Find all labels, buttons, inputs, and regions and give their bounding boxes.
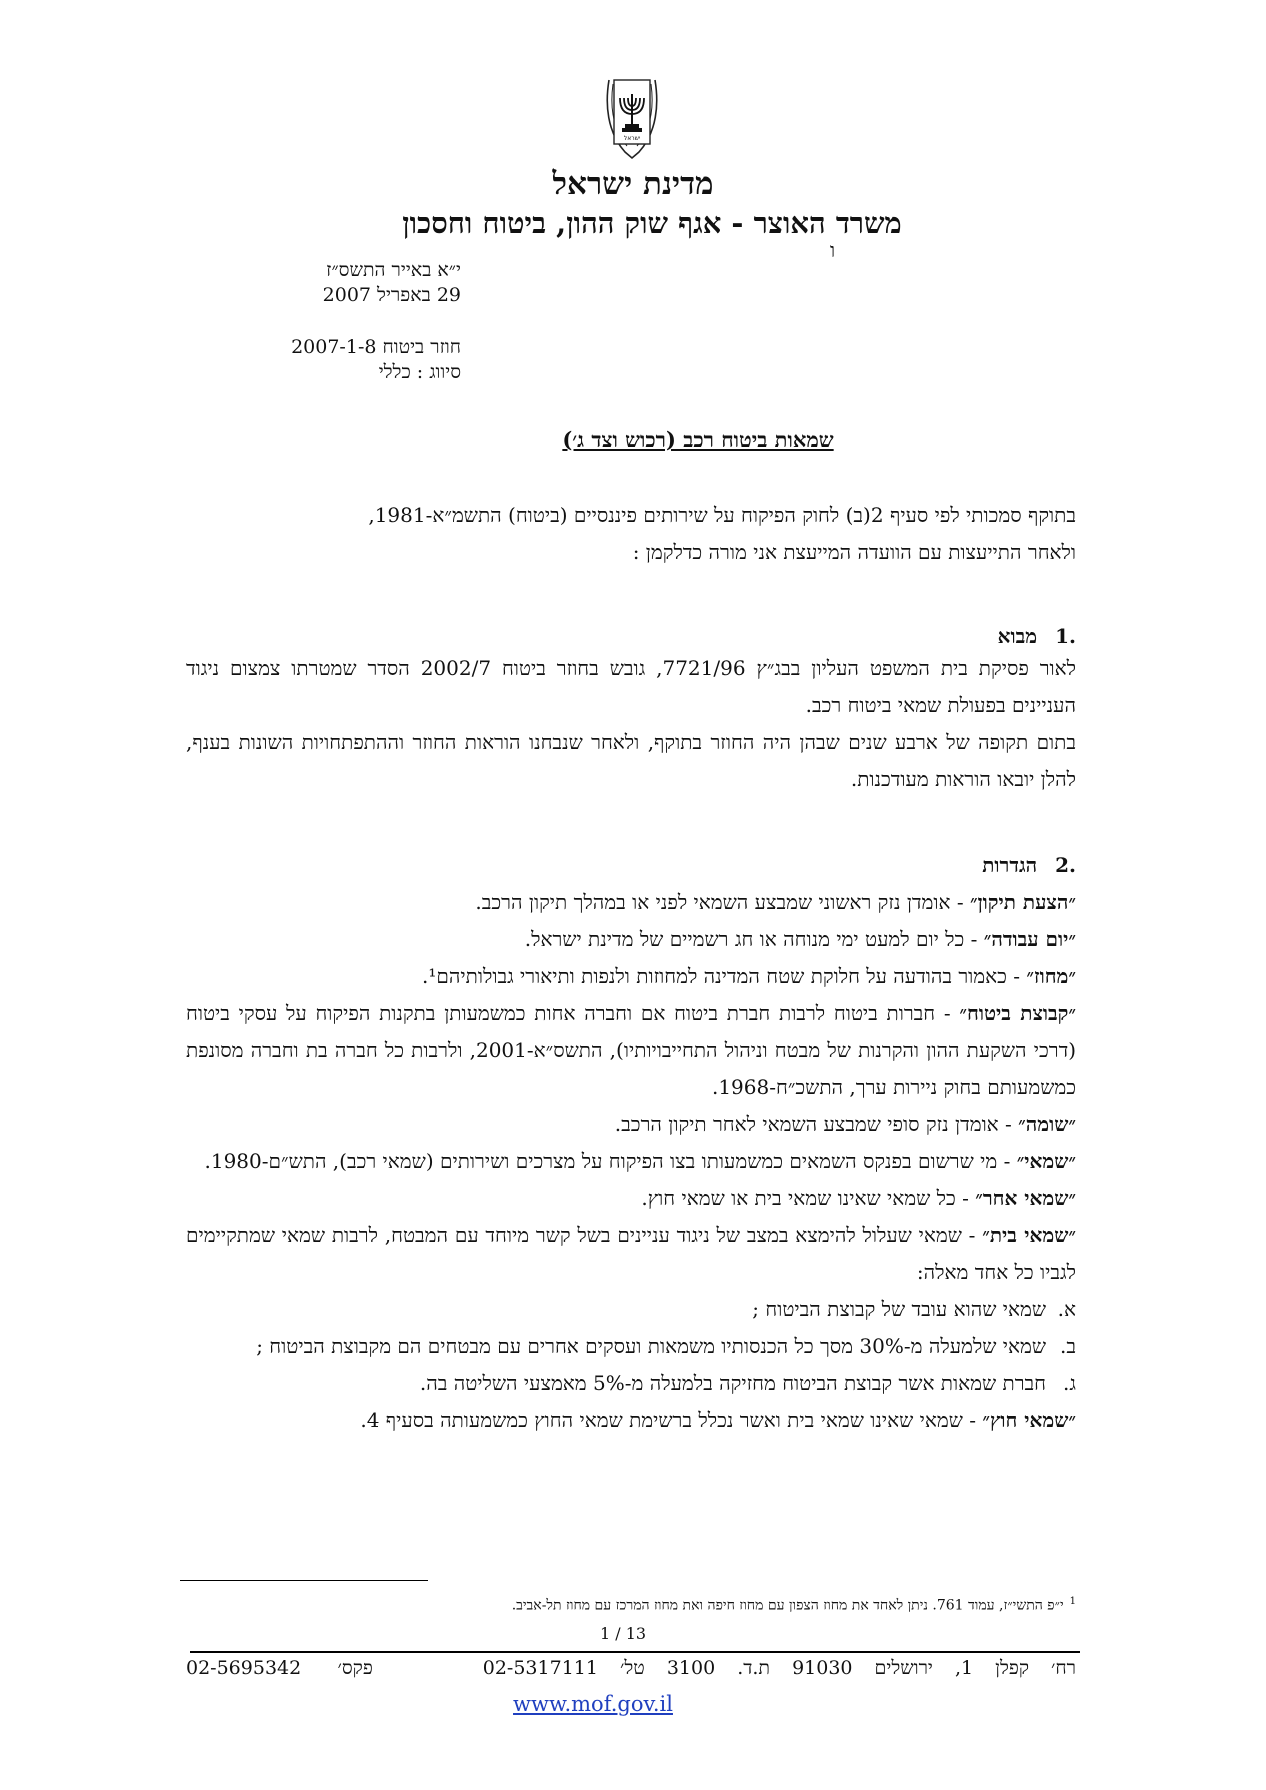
- definition: [186, 1143, 1076, 1180]
- sub-item: [186, 1365, 1076, 1402]
- ministry-title: משרד האוצר - אגף שוק ההון, ביטוח וחסכון: [402, 206, 902, 240]
- fax-number: 02-5695342: [186, 1657, 302, 1679]
- sub-items: [186, 1291, 1076, 1402]
- section-number: .1: [1055, 624, 1076, 648]
- document-subject: שמאות ביטוח רכב (רכוש וצד ג׳): [562, 427, 834, 452]
- fax-label: פקס׳: [337, 1657, 373, 1679]
- definition-text: - אומדן נזק ראשוני שמבצע השמאי לפני או במהלך תיקון הרכב.: [475, 890, 970, 914]
- paragraph: בתום תקופה של ארבע שנים שבהן היה החוזר בתוקף, ולאחר שנבחנו הוראות החוזר וההתפתחויות השונות בענף, להלן יובאו הוראות מעודכנות.: [186, 730, 1076, 791]
- intro-paragraph: [186, 497, 1076, 571]
- definition-text: - כל יום למעט ימי מנוחה או חג רשמיים של מדינת ישראל.: [524, 927, 984, 951]
- definition-term: ״שמאי״: [1016, 1149, 1076, 1173]
- section-title: הגדרות: [982, 853, 1038, 877]
- footer-contact: [186, 1657, 1076, 1680]
- definition-text: - שמאי שאינו שמאי בית ואשר נכלל ברשימת שמאי החוץ כמשמעותה בסעיף 4.: [360, 1408, 983, 1432]
- footer-divider: [190, 1651, 1080, 1653]
- footer-fax: [186, 1657, 373, 1680]
- footnote-text: י״פ התשי״ז, עמוד 761. ניתן לאחד את מחוז הצפון עם מחוז חיפה ואת מחוז המרכז עם מחוז תל-אביב.: [511, 1597, 1064, 1614]
- sub-item-text: חברת שמאות אשר קבוצת הביטוח מחזיקה בלמעלה מ-5% מאמצעי השליטה בה.: [419, 1371, 1046, 1395]
- definition-term: ״הצעת תיקון״: [969, 890, 1076, 914]
- section-1-body: [186, 650, 1076, 798]
- definition-term: ״שמאי חוץ״: [982, 1408, 1076, 1432]
- definition: [186, 995, 1076, 1106]
- state-emblem-icon: [603, 74, 661, 160]
- paragraph: לאור פסיקת בית המשפט העליון בבג״ץ 7721/96, גובש בחוזר ביטוח 2002/7 הסדר שמטרתו צמצום ניגוד העניינים בפעולת שמאי ביטוח רכב.: [186, 656, 1077, 717]
- definition: [186, 1106, 1076, 1143]
- sub-item-text: שמאי שלמעלה מ-30% מסך כל הכנסותיו משמאות ועסקים אחרים עם מבטחים הם מקבוצת הביטוח ;: [256, 1334, 1046, 1358]
- footnote-divider: [180, 1580, 428, 1581]
- section-title: מבוא: [997, 624, 1038, 648]
- footer-address: רח׳ קפלן 1, ירושלים 91030 ת.ד. 3100 טל׳ 02-5317111: [482, 1657, 1076, 1679]
- section-1-heading: [998, 624, 1076, 649]
- hebrew-date: י״א באייר התשס״ז: [326, 259, 461, 281]
- definition: [186, 1180, 1076, 1217]
- header-mark: ו: [830, 238, 836, 262]
- section-number: .2: [1055, 853, 1076, 877]
- sub-item: [186, 1291, 1076, 1328]
- emblem-caption: ישראל: [623, 135, 641, 142]
- definition-term: ״שמאי בית״: [982, 1223, 1076, 1247]
- definition-text: - מי שרשום בפנקס השמאים כמשמעותו בצו הפיקוח על מצרכים ושירותים (שמאי רכב), התש״ם-1980.: [204, 1149, 1017, 1173]
- definition-term: ״מחוז״: [1026, 964, 1076, 988]
- definition-text: - כאמור בהודעה על חלוקת שטח המדינה למחוזות ולנפות ותיאורי גבולותיהם¹.: [422, 964, 1027, 988]
- definition-text: - אומדן נזק סופי שמבצע השמאי לאחר תיקון הרכב.: [614, 1112, 1019, 1136]
- sub-item-label: א.: [1057, 1297, 1076, 1321]
- definition-text: - חברות ביטוח לרבות חברת ביטוח אם וחברה אחות כמשמעותן בתקנות הפיקוח על עסקי ביטוח (דרכי השקעת ההון והקרנות של מבטח וניהול התחייבויותיו), התשס״א-2001, ולרבות כל חברה בת וחברה מסונפת כמשמעותם בחוק ניירות ערך, התשכ״ח-1968.: [186, 1001, 1076, 1099]
- definition-text: - כל שמאי שאינו שמאי בית או שמאי חוץ.: [641, 1186, 976, 1210]
- footnote: [512, 1596, 1076, 1615]
- definition-term: ״שמאי אחר״: [975, 1186, 1076, 1210]
- definition-term: ״קבוצת ביטוח״: [959, 1001, 1076, 1025]
- classification: סיווג : כללי: [378, 361, 461, 383]
- sub-item-label: ב.: [1060, 1334, 1076, 1358]
- definition-term: ״שומה״: [1018, 1112, 1076, 1136]
- gregorian-date: 29 באפריל 2007: [322, 284, 461, 306]
- sub-item-text: שמאי שהוא עובד של קבוצת הביטוח ;: [752, 1297, 1046, 1321]
- definition-text: - שמאי שעלול להימצא במצב של ניגוד עניינים בשל קשר מיוחד עם המבטח, לרבות שמאי שמתקיימים לגביו כל אחד מאלה:: [186, 1223, 1076, 1284]
- definition: [186, 958, 1076, 995]
- intro-line: בתוקף סמכותי לפי סעיף 2(ב) לחוק הפיקוח על שירותים פיננסיים (ביטוח) התשמ״א-1981,: [368, 503, 1076, 527]
- section-2-heading: [982, 853, 1076, 878]
- website-link[interactable]: www.mof.gov.il: [513, 1692, 673, 1716]
- definition: [186, 1217, 1076, 1291]
- circular-number: חוזר ביטוח 2007-1-8: [291, 336, 461, 358]
- definitions-list: [186, 884, 1076, 1439]
- footnote-mark: 1: [1069, 1596, 1076, 1607]
- state-title: מדינת ישראל: [552, 166, 714, 202]
- definition: [186, 921, 1076, 958]
- definition: [186, 884, 1076, 921]
- definition-term: ״יום עבודה״: [983, 927, 1076, 951]
- definition: [186, 1402, 1076, 1439]
- page-number: 1 / 13: [600, 1624, 647, 1643]
- intro-line: ולאחר התייעצות עם הוועדה המייעצת אני מורה כדלקמן :: [632, 540, 1076, 564]
- sub-item: [186, 1328, 1076, 1365]
- sub-item-label: ג.: [1063, 1371, 1076, 1395]
